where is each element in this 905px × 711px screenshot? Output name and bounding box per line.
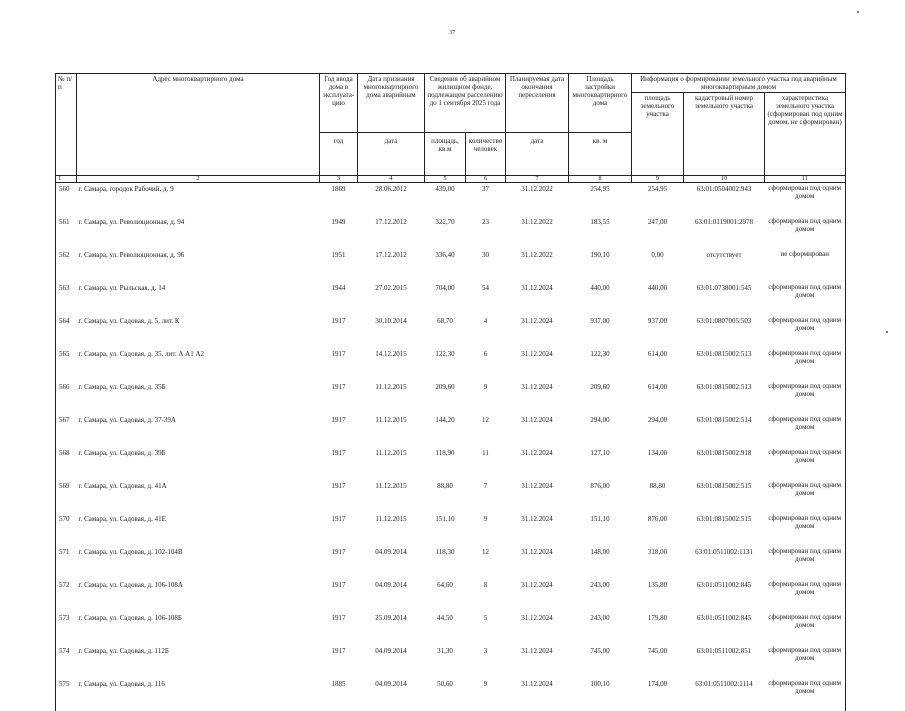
header-land-char: характеристика земельного участка (сформирован под одним домом, не сформирован) bbox=[765, 93, 846, 176]
row-recognition-date: 25.09.2014 bbox=[358, 612, 425, 645]
row-people-count: 4 bbox=[466, 315, 506, 348]
row-address: г. Самара, ул. Садовая, д. 41Е bbox=[77, 513, 320, 546]
row-recognition-date: 11.12.2015 bbox=[358, 447, 425, 480]
row-land-area: 179,80 bbox=[632, 612, 684, 645]
column-number: 4 bbox=[358, 176, 425, 183]
column-number: 1 bbox=[56, 176, 77, 183]
row-land-area: 254,95 bbox=[632, 183, 684, 217]
row-land-area: 247,00 bbox=[632, 216, 684, 249]
row-number: 574 bbox=[56, 645, 77, 678]
column-number: 11 bbox=[765, 176, 846, 183]
row-cadastral-number: 63:01:0119001:2978 bbox=[684, 216, 765, 249]
unit-area: площадь, кв.м bbox=[425, 133, 466, 176]
row-building-area: 243,00 bbox=[569, 612, 632, 645]
row-planned-end: 31.12.2024 bbox=[506, 579, 569, 612]
row-planned-end: 31.12.2024 bbox=[506, 678, 569, 711]
row-people-count: 30 bbox=[466, 249, 506, 282]
row-address: г. Самара, ул. Революционная, д. 96 bbox=[77, 249, 320, 282]
row-year-built: 1917 bbox=[320, 645, 358, 678]
row-cadastral-number: 63:01:0511002:851 bbox=[684, 645, 765, 678]
row-building-area: 122,30 bbox=[569, 348, 632, 381]
header-land-info: Информация о формировании земельного участка под аварийным многоквартирным домом bbox=[632, 74, 846, 93]
row-housing-area: 209,60 bbox=[425, 381, 466, 414]
row-people-count: 9 bbox=[466, 678, 506, 711]
row-housing-area: 122,30 bbox=[425, 348, 466, 381]
row-building-area: 209,60 bbox=[569, 381, 632, 414]
row-cadastral-number: 63:01:0511002:845 bbox=[684, 612, 765, 645]
row-land-area: 318,00 bbox=[632, 546, 684, 579]
row-planned-end: 31.12.2022 bbox=[506, 183, 569, 217]
row-housing-area: 88,80 bbox=[425, 480, 466, 513]
row-cadastral-number: 63:01:0815002:515 bbox=[684, 513, 765, 546]
row-number: 573 bbox=[56, 612, 77, 645]
scan-speck bbox=[857, 11, 859, 13]
row-number: 575 bbox=[56, 678, 77, 711]
row-recognition-date: 04.09.2014 bbox=[358, 579, 425, 612]
row-land-area: 614,00 bbox=[632, 348, 684, 381]
row-people-count: 54 bbox=[466, 282, 506, 315]
column-number: 6 bbox=[466, 176, 506, 183]
row-building-area: 151,10 bbox=[569, 513, 632, 546]
header-land-area: площадь земельного участка bbox=[632, 93, 684, 176]
row-building-area: 937,00 bbox=[569, 315, 632, 348]
table-row bbox=[56, 414, 846, 447]
row-address: г. Самара, ул. Садовая, д. 37-39А bbox=[77, 414, 320, 447]
row-year-built: 1917 bbox=[320, 579, 358, 612]
table-body bbox=[56, 183, 846, 711]
row-number: 561 bbox=[56, 216, 77, 249]
row-cadastral-number: 63:01:0815002:514 bbox=[684, 414, 765, 447]
row-building-area: 745,00 bbox=[569, 645, 632, 678]
row-planned-end: 31.12.2024 bbox=[506, 381, 569, 414]
row-address: г. Самара, ул. Садовая, д. 39Б bbox=[77, 447, 320, 480]
row-planned-end: 31.12.2022 bbox=[506, 216, 569, 249]
row-land-characteristic: сформирован под одним домом bbox=[765, 381, 846, 414]
row-housing-area: 151,10 bbox=[425, 513, 466, 546]
row-address: г. Самара, ул. Садовая, д. 106-108Б bbox=[77, 612, 320, 645]
row-address: г. Самара, ул. Садовая, д. 41А bbox=[77, 480, 320, 513]
row-land-characteristic: сформирован под одним домом bbox=[765, 645, 846, 678]
row-number: 562 bbox=[56, 249, 77, 282]
column-number-row bbox=[56, 176, 846, 183]
row-land-characteristic: сформирован под одним домом bbox=[765, 282, 846, 315]
row-cadastral-number: 63:01:0815002:515 bbox=[684, 480, 765, 513]
row-number: 560 bbox=[56, 183, 77, 217]
unit-year: год bbox=[320, 133, 358, 176]
unit-build-area: кв. м bbox=[569, 133, 632, 176]
row-land-characteristic: сформирован под одним домом bbox=[765, 447, 846, 480]
row-housing-area: 44,50 bbox=[425, 612, 466, 645]
row-housing-area: 118,30 bbox=[425, 546, 466, 579]
row-land-area: 745,00 bbox=[632, 645, 684, 678]
row-housing-area: 439,00 bbox=[425, 183, 466, 217]
table-row bbox=[56, 282, 846, 315]
row-address: г. Самара, ул. Садовая, д. 5, лит. К bbox=[77, 315, 320, 348]
row-housing-area: 144,20 bbox=[425, 414, 466, 447]
table-row bbox=[56, 612, 846, 645]
header-year-built: Год ввода дома в эксплуата-цию bbox=[320, 74, 358, 133]
column-number: 10 bbox=[684, 176, 765, 183]
row-people-count: 3 bbox=[466, 645, 506, 678]
unit-people: количество человек bbox=[466, 133, 506, 176]
row-cadastral-number: 63:01:0738001:545 bbox=[684, 282, 765, 315]
row-recognition-date: 04.09.2014 bbox=[358, 645, 425, 678]
row-recognition-date: 14.12.2015 bbox=[358, 348, 425, 381]
column-number: 3 bbox=[320, 176, 358, 183]
row-building-area: 876,00 bbox=[569, 480, 632, 513]
row-housing-area: 31,30 bbox=[425, 645, 466, 678]
header-planned-end: Планируемая дата окончания переселения bbox=[506, 74, 569, 133]
row-recognition-date: 11.12.2015 bbox=[358, 513, 425, 546]
row-year-built: 1917 bbox=[320, 381, 358, 414]
row-people-count: 11 bbox=[466, 447, 506, 480]
row-people-count: 12 bbox=[466, 414, 506, 447]
column-number: 2 bbox=[77, 176, 320, 183]
table-row bbox=[56, 216, 846, 249]
row-address: г. Самара, ул. Революционная, д. 94 bbox=[77, 216, 320, 249]
row-building-area: 190,10 bbox=[569, 249, 632, 282]
row-year-built: 1944 bbox=[320, 282, 358, 315]
header-num: № п/п bbox=[56, 74, 77, 176]
row-address: г. Самара, городок Рабочий, д. 9 bbox=[77, 183, 320, 217]
table-row bbox=[56, 480, 846, 513]
row-number: 571 bbox=[56, 546, 77, 579]
table-row bbox=[56, 249, 846, 282]
row-recognition-date: 04.09.2014 bbox=[358, 546, 425, 579]
row-land-area: 614,00 bbox=[632, 381, 684, 414]
row-year-built: 1949 bbox=[320, 216, 358, 249]
row-recognition-date: 11.12.2015 bbox=[358, 414, 425, 447]
table-row bbox=[56, 348, 846, 381]
row-land-area: 876,00 bbox=[632, 513, 684, 546]
row-building-area: 148,00 bbox=[569, 546, 632, 579]
row-planned-end: 31.12.2024 bbox=[506, 612, 569, 645]
row-land-area: 174,00 bbox=[632, 678, 684, 711]
row-recognition-date: 04.09.2014 bbox=[358, 678, 425, 711]
row-number: 569 bbox=[56, 480, 77, 513]
unit-planned-date: дата bbox=[506, 133, 569, 176]
row-planned-end: 31.12.2024 bbox=[506, 414, 569, 447]
table-row bbox=[56, 447, 846, 480]
row-address: г. Самара, ул. Садовая, д. 116 bbox=[77, 678, 320, 711]
row-address: г. Самара, ул. Садовая, д. 102-104В bbox=[77, 546, 320, 579]
header-building-area: Площадь застройки многоквартирного дома bbox=[569, 74, 632, 133]
row-planned-end: 31.12.2024 bbox=[506, 480, 569, 513]
row-people-count: 9 bbox=[466, 381, 506, 414]
row-people-count: 8 bbox=[466, 579, 506, 612]
row-land-characteristic: не сформирован bbox=[765, 249, 846, 282]
row-planned-end: 31.12.2024 bbox=[506, 447, 569, 480]
row-land-characteristic: сформирован под одним домом bbox=[765, 480, 846, 513]
row-planned-end: 31.12.2024 bbox=[506, 315, 569, 348]
row-building-area: 243,00 bbox=[569, 579, 632, 612]
row-year-built: 1951 bbox=[320, 249, 358, 282]
row-land-area: 135,80 bbox=[632, 579, 684, 612]
row-address: г. Самара, ул. Садовая, д. 112Б bbox=[77, 645, 320, 678]
row-land-characteristic: сформирован под одним домом bbox=[765, 546, 846, 579]
row-number: 563 bbox=[56, 282, 77, 315]
row-number: 566 bbox=[56, 381, 77, 414]
row-year-built: 1869 bbox=[320, 183, 358, 217]
row-recognition-date: 17.12.2012 bbox=[358, 216, 425, 249]
row-people-count: 23 bbox=[466, 216, 506, 249]
row-cadastral-number: 63:01:0815002:918 bbox=[684, 447, 765, 480]
row-cadastral-number: отсутствует bbox=[684, 249, 765, 282]
row-year-built: 1917 bbox=[320, 480, 358, 513]
row-year-built: 1917 bbox=[320, 315, 358, 348]
table-row bbox=[56, 183, 846, 217]
row-planned-end: 31.12.2024 bbox=[506, 645, 569, 678]
row-number: 572 bbox=[56, 579, 77, 612]
table-row bbox=[56, 381, 846, 414]
row-year-built: 1917 bbox=[320, 612, 358, 645]
row-year-built: 1917 bbox=[320, 513, 358, 546]
row-cadastral-number: 63:01:0511002:1114 bbox=[684, 678, 765, 711]
row-land-characteristic: сформирован под одним домом bbox=[765, 348, 846, 381]
row-year-built: 1917 bbox=[320, 414, 358, 447]
row-land-area: 937,00 bbox=[632, 315, 684, 348]
table-row bbox=[56, 315, 846, 348]
row-building-area: 127,10 bbox=[569, 447, 632, 480]
row-people-count: 5 bbox=[466, 612, 506, 645]
row-land-characteristic: сформирован под одним домом bbox=[765, 579, 846, 612]
row-address: г. Самара, ул. Рыльская, д. 14 bbox=[77, 282, 320, 315]
scan-speck bbox=[886, 331, 888, 333]
row-land-area: 440,00 bbox=[632, 282, 684, 315]
row-land-characteristic: сформирован под одним домом bbox=[765, 414, 846, 447]
row-land-characteristic: сформирован под одним домом bbox=[765, 183, 846, 217]
row-year-built: 1917 bbox=[320, 546, 358, 579]
row-recognition-date: 11.12.2015 bbox=[358, 381, 425, 414]
column-number: 8 bbox=[569, 176, 632, 183]
row-recognition-date: 27.02.2015 bbox=[358, 282, 425, 315]
row-housing-area: 704,00 bbox=[425, 282, 466, 315]
row-land-characteristic: сформирован под одним домом bbox=[765, 513, 846, 546]
row-number: 564 bbox=[56, 315, 77, 348]
row-building-area: 440,00 bbox=[569, 282, 632, 315]
header-cadastral: кадастровый номер земельного участка bbox=[684, 93, 765, 176]
row-number: 570 bbox=[56, 513, 77, 546]
header-recognition-date: Дата признания многоквартирного дома аварийным bbox=[358, 74, 425, 133]
unit-date: дата bbox=[358, 133, 425, 176]
row-land-area: 0,00 bbox=[632, 249, 684, 282]
table-row bbox=[56, 513, 846, 546]
row-people-count: 6 bbox=[466, 348, 506, 381]
row-housing-area: 118,90 bbox=[425, 447, 466, 480]
row-land-area: 294,00 bbox=[632, 414, 684, 447]
table-row bbox=[56, 645, 846, 678]
row-housing-area: 336,40 bbox=[425, 249, 466, 282]
row-building-area: 294,00 bbox=[569, 414, 632, 447]
row-address: г. Самара, ул. Садовая, д. 35Б bbox=[77, 381, 320, 414]
row-land-area: 88,80 bbox=[632, 480, 684, 513]
row-address: г. Самара, ул. Садовая, д. 35, лит. А А1 А2 bbox=[77, 348, 320, 381]
row-cadastral-number: 63:01:0511002:1131 bbox=[684, 546, 765, 579]
row-land-characteristic: сформирован под одним домом bbox=[765, 216, 846, 249]
column-number: 7 bbox=[506, 176, 569, 183]
row-land-characteristic: сформирован под одним домом bbox=[765, 678, 846, 711]
table-row bbox=[56, 678, 846, 711]
row-recognition-date: 30.10.2014 bbox=[358, 315, 425, 348]
row-year-built: 1917 bbox=[320, 348, 358, 381]
row-planned-end: 31.12.2024 bbox=[506, 513, 569, 546]
row-planned-end: 31.12.2024 bbox=[506, 348, 569, 381]
row-year-built: 1917 bbox=[320, 447, 358, 480]
row-planned-end: 31.12.2024 bbox=[506, 282, 569, 315]
row-address: г. Самара, ул. Садовая, д. 106-108А bbox=[77, 579, 320, 612]
row-recognition-date: 11.12.2015 bbox=[358, 480, 425, 513]
row-recognition-date: 17.12.2012 bbox=[358, 249, 425, 282]
column-number: 9 bbox=[632, 176, 684, 183]
row-building-area: 254,95 bbox=[569, 183, 632, 217]
column-number: 5 bbox=[425, 176, 466, 183]
row-number: 565 bbox=[56, 348, 77, 381]
row-cadastral-number: 63:01:0504002:943 bbox=[684, 183, 765, 217]
row-land-area: 134,00 bbox=[632, 447, 684, 480]
row-cadastral-number: 63:01:0815002:513 bbox=[684, 348, 765, 381]
row-number: 567 bbox=[56, 414, 77, 447]
row-people-count: 12 bbox=[466, 546, 506, 579]
row-cadastral-number: 63:01:0807005:503 bbox=[684, 315, 765, 348]
row-housing-area: 68,70 bbox=[425, 315, 466, 348]
table-row bbox=[56, 546, 846, 579]
row-people-count: 37 bbox=[466, 183, 506, 217]
table-row bbox=[56, 579, 846, 612]
row-year-built: 1885 bbox=[320, 678, 358, 711]
page-number: 37 bbox=[440, 30, 464, 36]
header-address: Адрес многоквартирного дома bbox=[77, 74, 320, 176]
row-people-count: 7 bbox=[466, 480, 506, 513]
row-housing-area: 64,60 bbox=[425, 579, 466, 612]
row-cadastral-number: 63:01:0815002:513 bbox=[684, 381, 765, 414]
row-building-area: 183,55 bbox=[569, 216, 632, 249]
row-land-characteristic: сформирован под одним домом bbox=[765, 612, 846, 645]
row-cadastral-number: 63:01:0511002:845 bbox=[684, 579, 765, 612]
row-number: 568 bbox=[56, 447, 77, 480]
header-row-top bbox=[56, 74, 846, 93]
row-planned-end: 31.12.2022 bbox=[506, 249, 569, 282]
row-housing-area: 322,70 bbox=[425, 216, 466, 249]
row-planned-end: 31.12.2024 bbox=[506, 546, 569, 579]
row-people-count: 9 bbox=[466, 513, 506, 546]
row-housing-area: 50,60 bbox=[425, 678, 466, 711]
row-recognition-date: 28.06.2012 bbox=[358, 183, 425, 217]
header-housing-info: Сведения об аварийном жилищном фонде, подлежащем расселению до 1 сентября 2025 года bbox=[425, 74, 506, 133]
row-building-area: 100,10 bbox=[569, 678, 632, 711]
row-land-characteristic: сформирован под одним домом bbox=[765, 315, 846, 348]
housing-register-table bbox=[55, 73, 846, 711]
